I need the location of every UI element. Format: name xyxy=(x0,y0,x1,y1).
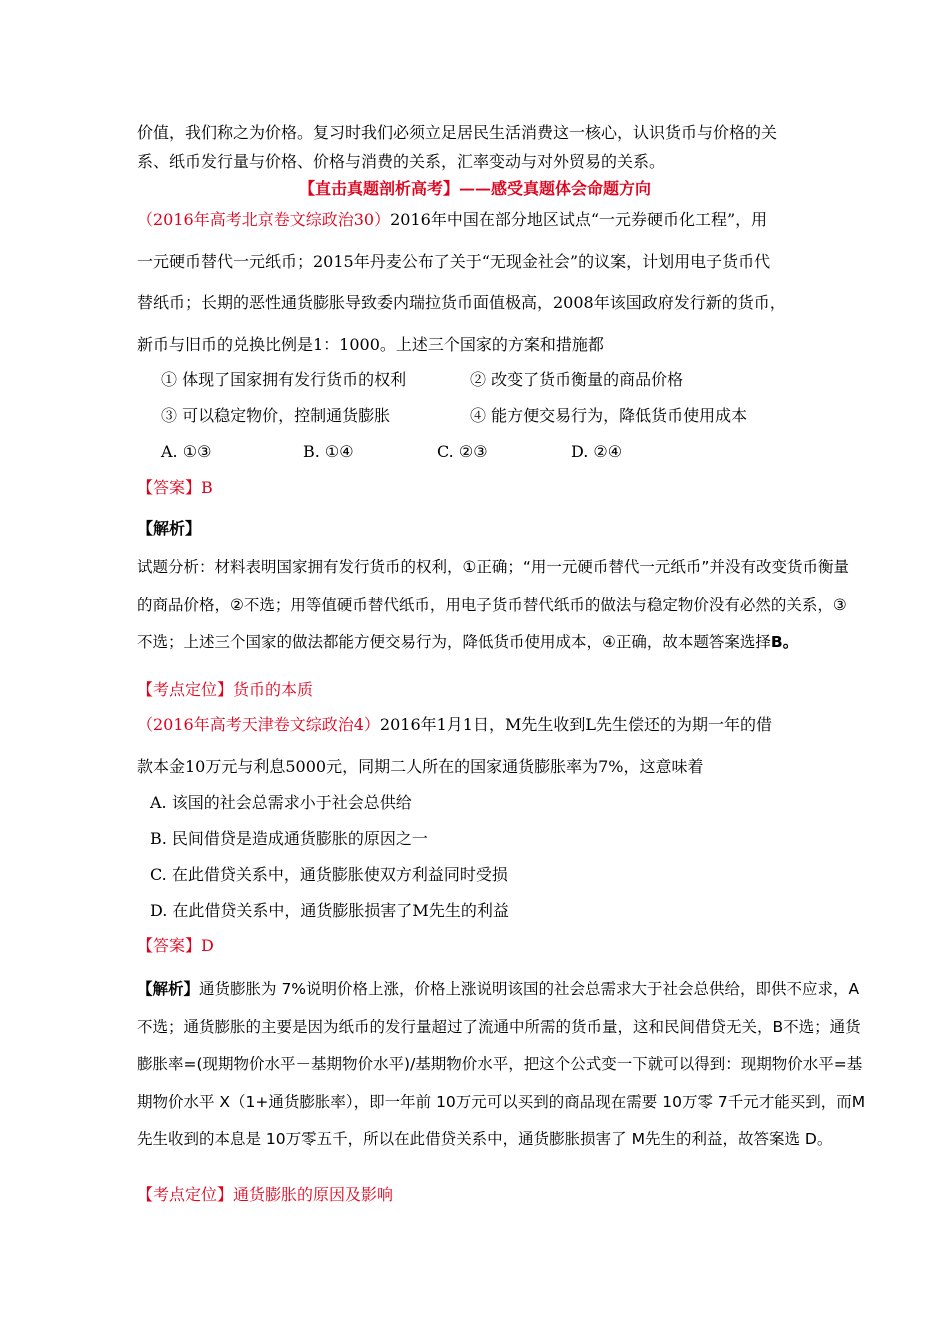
q2-choice-b: B. 民间借贷是造成通货膨胀的原因之一 xyxy=(150,829,428,848)
q1-answer xyxy=(137,478,213,498)
intro-line-2: 系、纸币发行量与价格、价格与消费的关系，汇率变动与对外贸易的关系。 xyxy=(137,152,666,171)
q2-source: （2016年高考天津卷文综政治4） xyxy=(137,715,380,734)
q1-choice-d: D. ②④ xyxy=(571,442,623,461)
q2-kp-label: 【考点定位】 xyxy=(137,1185,234,1204)
q1-stem-line-3: 替纸币；长期的恶性通货膨胀导致委内瑞拉货币面值极高，2008年该国政府发行新的货币， xyxy=(137,293,786,312)
q1-source: （2016年高考北京卷文综政治30） xyxy=(137,210,391,229)
q2-choice-c: C. 在此借贷关系中，通货膨胀使双方利益同时受损 xyxy=(150,865,508,884)
q2-analysis-text-1: 通货膨胀为 7%说明价格上涨，价格上涨说明该国的社会总需求大于社会总供给，即供不应求，A xyxy=(199,980,860,998)
q1-kp-label: 【考点定位】 xyxy=(137,680,234,699)
q1-item-2: ② 改变了货币衡量的商品价格 xyxy=(470,370,684,389)
q2-kp-value: 通货膨胀的原因及影响 xyxy=(233,1185,394,1204)
q2-knowledge-point xyxy=(137,1185,393,1205)
q1-analysis-answer-b: B。 xyxy=(770,633,799,651)
q2-analysis-line-4: 期物价水平 X（1+通货膨胀率），即一年前 10万元可以买到的商品现在需要 10万零 7千元才能买到，而M xyxy=(137,1093,866,1111)
q1-item-3: ③ 可以稳定物价，控制通货膨胀 xyxy=(161,406,391,425)
q1-stem-line-1 xyxy=(137,210,767,230)
section-heading: 【直击真题剖析高考】——感受真题体会命题方向 xyxy=(298,179,651,198)
q1-item-1: ① 体现了国家拥有发行货币的权利 xyxy=(161,370,407,389)
q2-stem-line-1 xyxy=(137,715,772,735)
q2-choice-a: A. 该国的社会总需求小于社会总供给 xyxy=(150,793,412,812)
q1-stem-line-4: 新币与旧币的兑换比例是1：1000。上述三个国家的方案和措施都 xyxy=(137,335,604,354)
q1-choice-c: C. ②③ xyxy=(437,442,488,461)
q1-analysis-text-3: 不选；上述三个国家的做法都能方便交易行为，降低货币使用成本，④正确，故本题答案选择 xyxy=(137,633,771,651)
q1-stem-line-2: 一元硬币替代一元纸币；2015年丹麦公布了关于“无现金社会”的议案，计划用电子货币代 xyxy=(137,252,771,271)
q2-answer-value: D xyxy=(201,936,214,955)
q2-analysis-line-5: 先生收到的本息是 10万零五千，所以在此借贷关系中，通货膨胀损害了 M先生的利益，故答案选 D。 xyxy=(137,1130,833,1148)
q2-answer-label: 【答案】 xyxy=(137,936,202,955)
q2-analysis-line-1 xyxy=(137,979,859,999)
q1-choice-b: B. ①④ xyxy=(303,442,354,461)
q2-stem-text-1: 2016年1月1日，M先生收到L先生偿还的为期一年的借 xyxy=(379,715,772,734)
q1-analysis-line-3 xyxy=(137,632,798,652)
q1-answer-value: B xyxy=(201,478,213,497)
q1-kp-value: 货币的本质 xyxy=(233,680,314,699)
q2-choice-d: D. 在此借贷关系中，通货膨胀损害了M先生的利益 xyxy=(150,901,509,920)
q2-answer xyxy=(137,936,214,956)
q1-item-4: ④ 能方便交易行为，降低货币使用成本 xyxy=(470,406,748,425)
q1-answer-label: 【答案】 xyxy=(137,478,202,497)
q2-stem-line-2: 款本金10万元与利息5000元，同期二人所在的国家通货膨胀率为7%，这意味着 xyxy=(137,757,704,776)
q1-analysis-line-2: 的商品价格，②不选；用等值硬币替代纸币，用电子货币替代纸币的做法与稳定物价没有必然的关系，③ xyxy=(137,596,847,614)
q1-analysis-line-1: 试题分析：材料表明国家拥有发行货币的权利，①正确；“用一元硬币替代一元纸币”并没有改变货币衡量 xyxy=(137,558,849,576)
intro-line-1: 价值，我们称之为价格。复习时我们必须立足居民生活消费这一核心，认识货币与价格的关 xyxy=(137,123,778,142)
q2-analysis-label: 【解析】 xyxy=(137,980,200,998)
q1-analysis-label: 【解析】 xyxy=(137,519,202,538)
q1-choice-a: A. ①③ xyxy=(161,442,212,461)
q2-analysis-line-2: 不选；通货膨胀的主要是因为纸币的发行量超过了流通中所需的货币量，这和民间借贷无关，B不选；通货 xyxy=(137,1018,861,1036)
q1-knowledge-point xyxy=(137,680,313,700)
q1-stem-text-1: 2016年中国在部分地区试点“一元券硬币化工程”，用 xyxy=(390,210,768,229)
q2-analysis-line-3: 膨胀率=(现期物价水平－基期物价水平)/基期物价水平，把这个公式变一下就可以得到：现期物价水平=基 xyxy=(137,1055,863,1073)
